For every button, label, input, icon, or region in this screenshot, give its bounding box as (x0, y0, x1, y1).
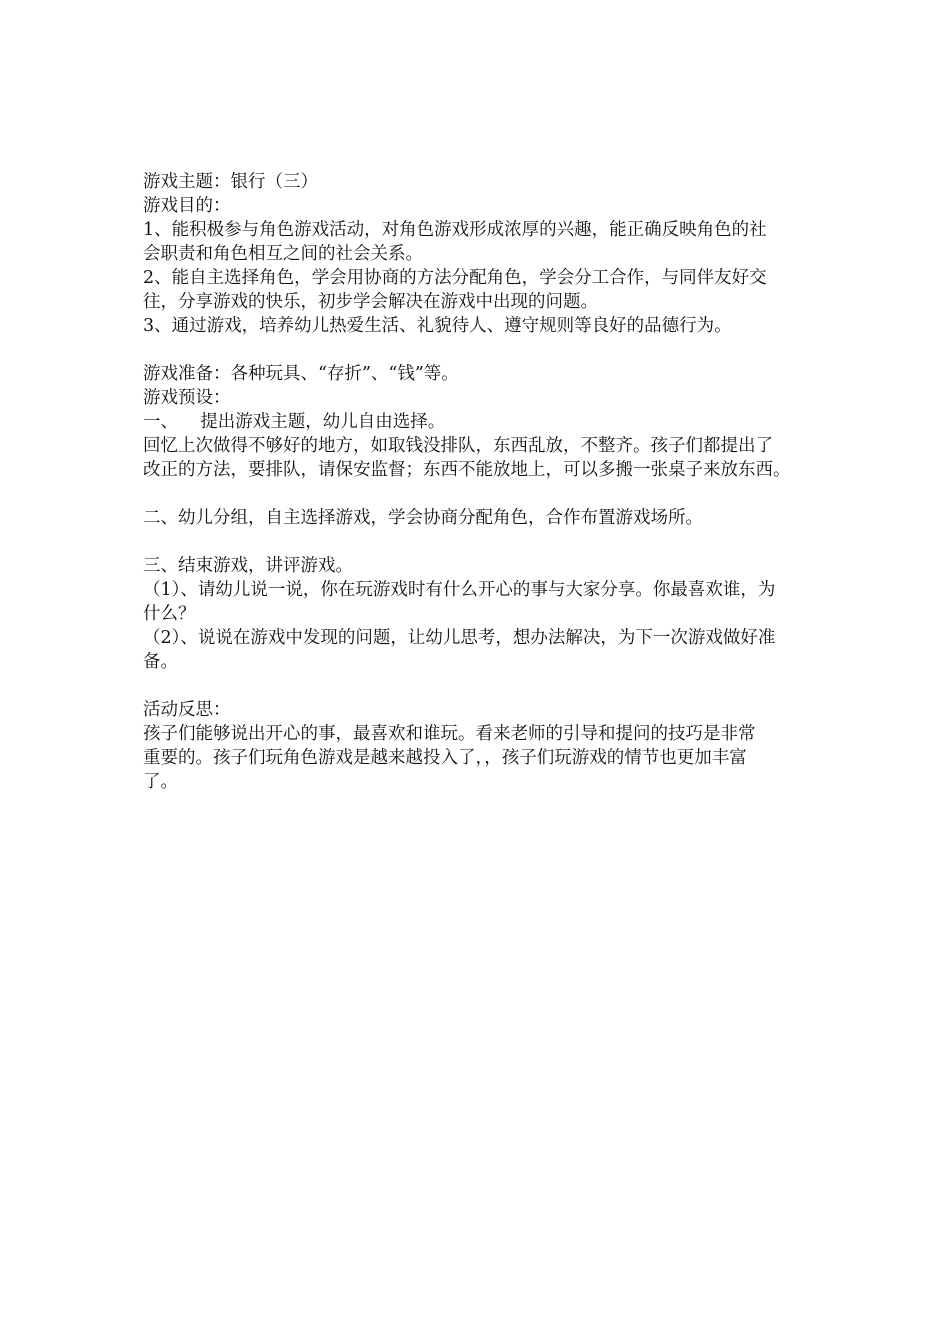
step-3-heading: 三、结束游戏，讲评游戏。 (143, 556, 353, 576)
game-theme-line: 游戏主题：银行（三） (143, 172, 318, 192)
reflection-heading: 活动反思： (143, 700, 231, 720)
paragraph-spacer (143, 530, 825, 554)
paragraph-spacer (143, 482, 825, 506)
purpose-item-1-line-2: 会职责和角色相互之间的社会关系。 (143, 244, 423, 264)
step-1-detail-line-2: 改正的方法，要排队，请保安监督；东西不能放地上，可以多搬一张桌子来放东西。 (143, 460, 791, 480)
reflection-line-1: 孩子们能够说出开心的事，最喜欢和谁玩。看来老师的引导和提问的技巧是非常 (143, 724, 756, 744)
purpose-item-3: 3、通过游戏，培养幼儿热爱生活、礼貌待人、遵守规则等良好的品德行为。 (143, 316, 732, 336)
step-3-question-2-line-2: 备。 (143, 652, 178, 672)
step-3-question-1-line-1: （1）、请幼儿说一说，你在玩游戏时有什么开心的事与大家分享。你最喜欢谁，为 (143, 580, 776, 600)
purpose-item-2-line-1: 2、能自主选择角色，学会用协商的方法分配角色，学会分工合作，与同伴友好交 (143, 268, 767, 288)
step-1-heading: 一、 提出游戏主题，幼儿自由选择。 (143, 412, 446, 432)
step-2-heading: 二、幼儿分组，自主选择游戏，学会协商分配角色，合作布置游戏场所。 (143, 508, 703, 528)
reflection-line-2: 重要的。孩子们玩角色游戏是越来越投入了，，孩子们玩游戏的情节也更加丰富 (143, 748, 747, 768)
step-3-question-2-line-1: （2）、说说在游戏中发现的问题，让幼儿思考，想办法解决，为下一次游戏做好准 (143, 628, 776, 648)
step-3-question-1-line-2: 什么？ (143, 604, 196, 624)
purpose-item-2-line-2: 往，分享游戏的快乐，初步学会解决在游戏中出现的问题。 (143, 292, 598, 312)
paragraph-spacer (143, 674, 825, 698)
preparation-line: 游戏准备：各种玩具、“存折”、“钱”等。 (143, 364, 459, 384)
paragraph-spacer (143, 338, 825, 362)
step-1-detail-line-1: 回忆上次做得不够好的地方，如取钱没排队，东西乱放，不整齐。孩子们都提出了 (143, 436, 773, 456)
reflection-line-3: 了。 (143, 772, 178, 792)
preset-heading: 游戏预设： (143, 388, 231, 408)
document-page (143, 170, 825, 794)
purpose-heading: 游戏目的： (143, 196, 231, 216)
purpose-item-1-line-1: 1、能积极参与角色游戏活动，对角色游戏形成浓厚的兴趣，能正确反映角色的社 (143, 220, 767, 240)
